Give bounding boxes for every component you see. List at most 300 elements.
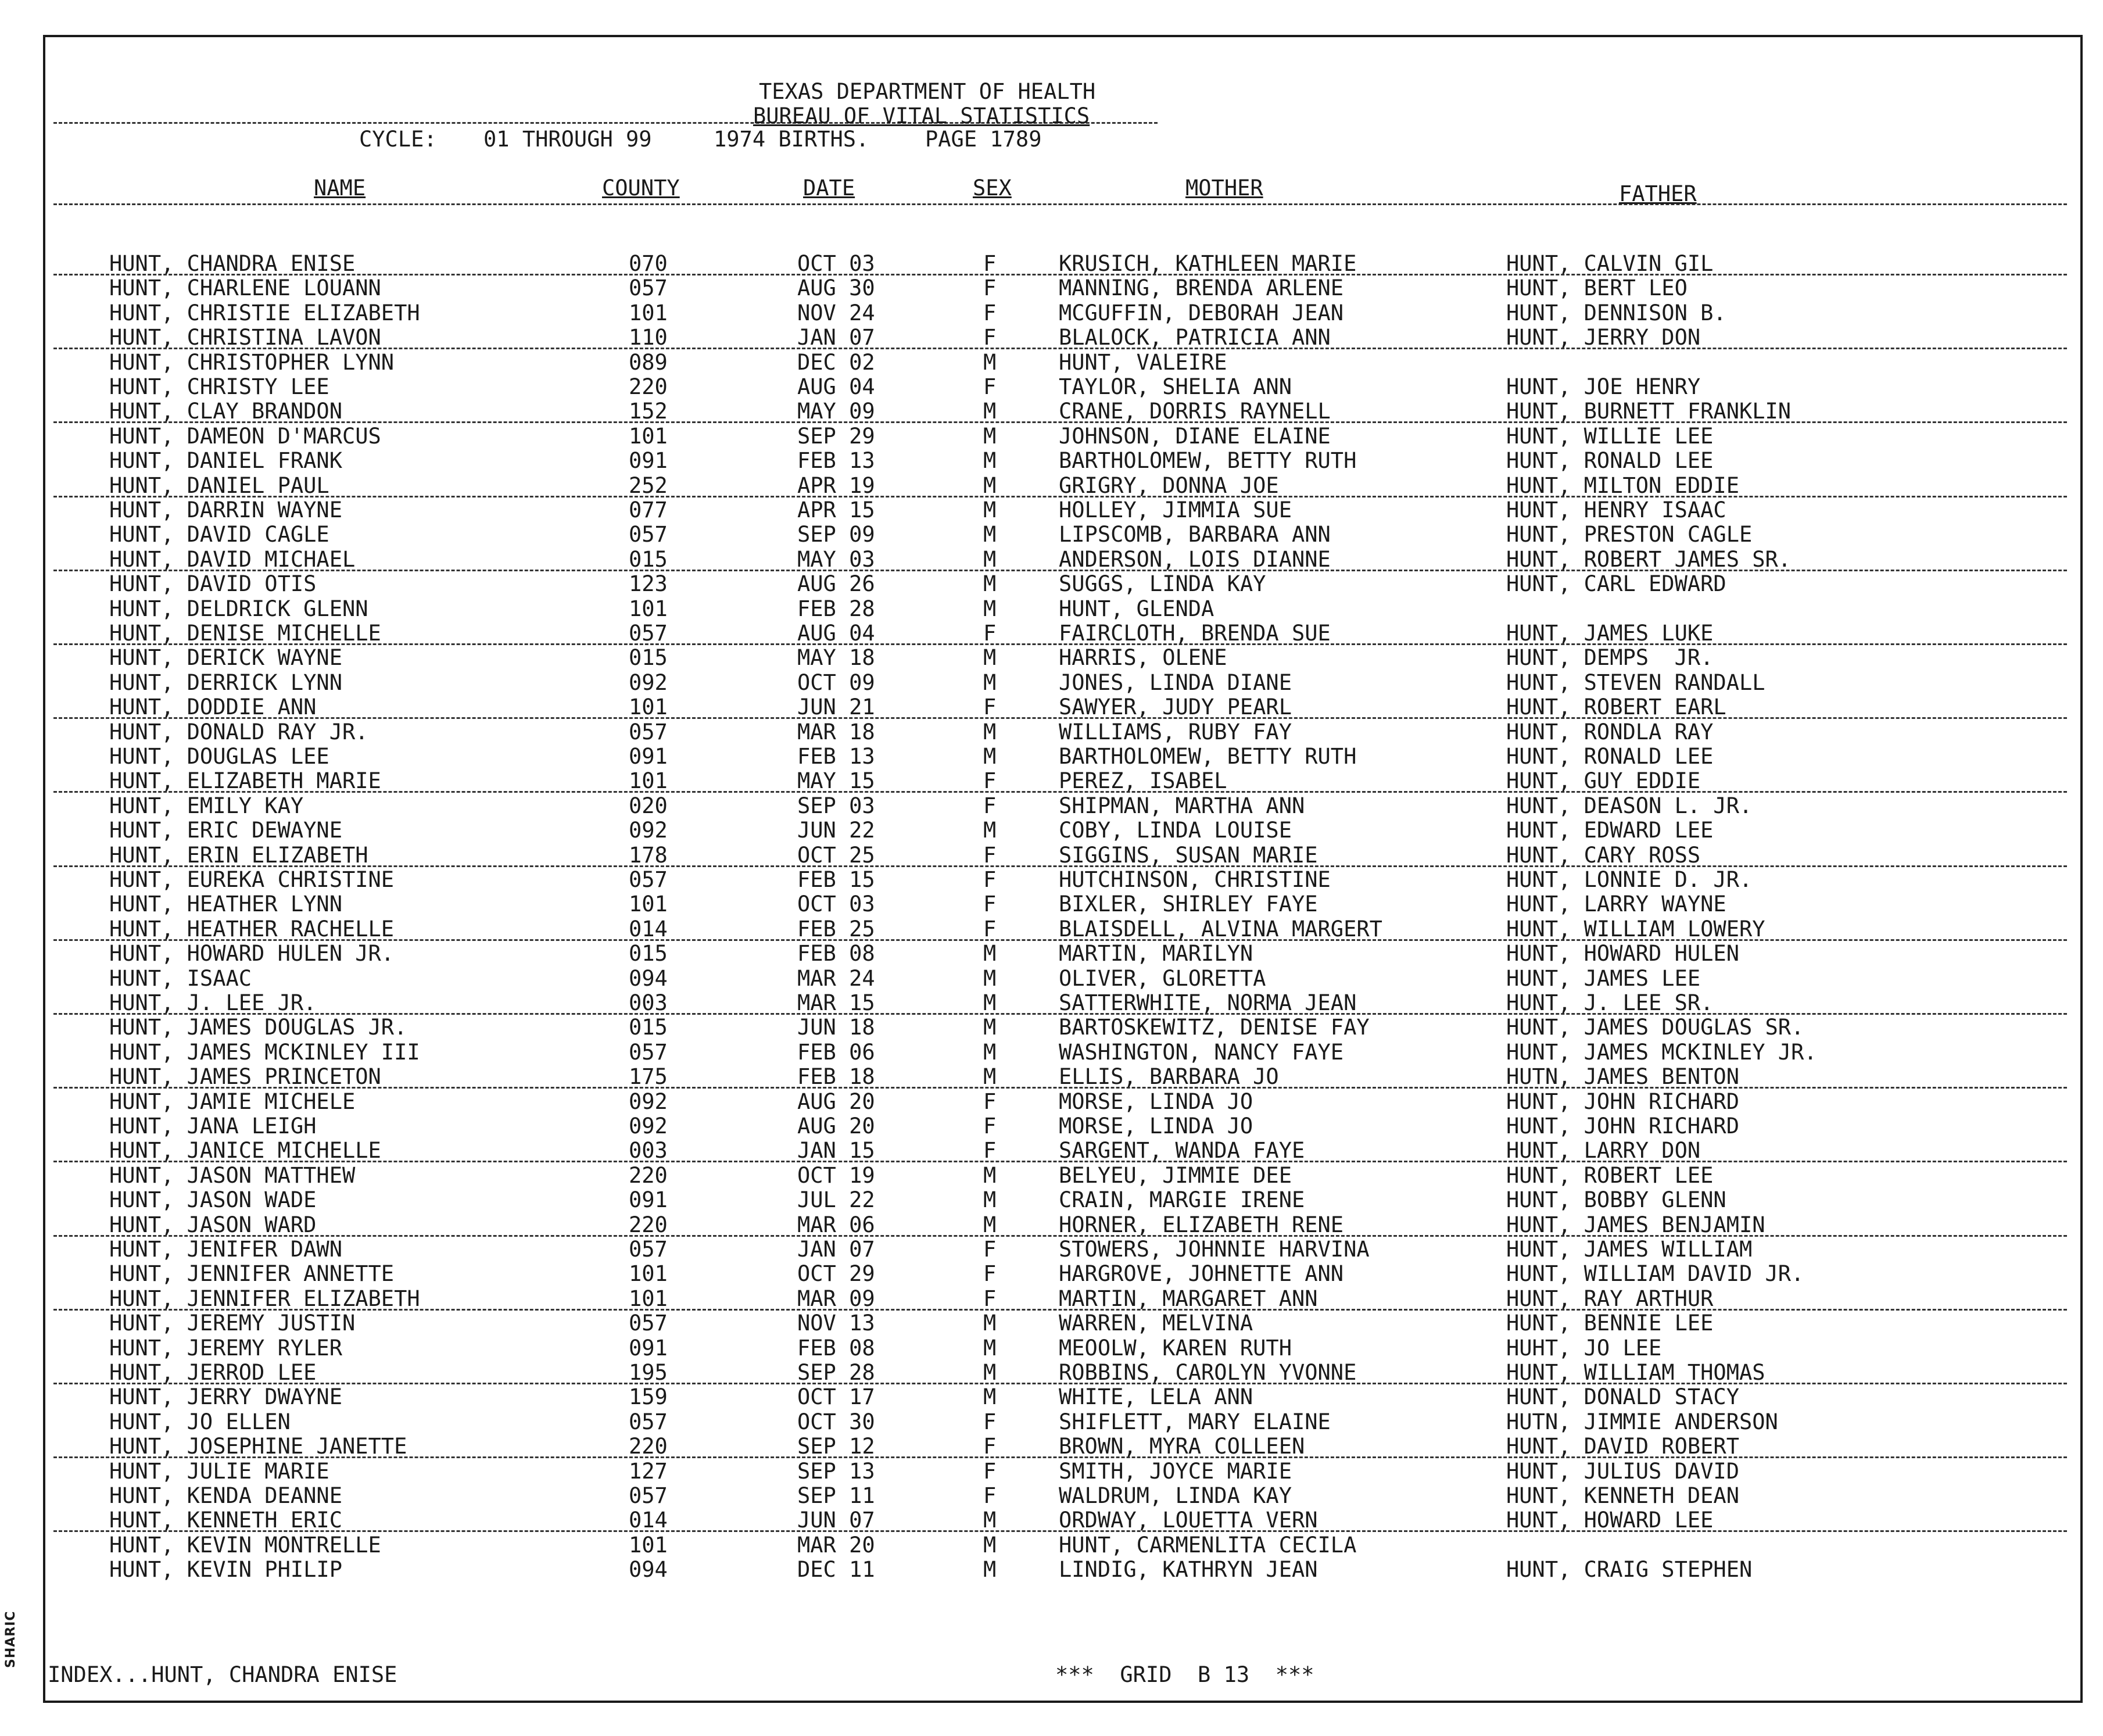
cell-county: 252: [629, 473, 668, 498]
cell-sex: M: [983, 1508, 997, 1533]
table-row: [0, 843, 2103, 868]
cell-county: 092: [629, 1114, 668, 1139]
cell-name: HUNT, DELDRICK GLENN: [109, 596, 368, 621]
cell-name: HUNT, KEVIN MONTRELLE: [109, 1533, 381, 1558]
cell-sex: F: [983, 1409, 997, 1434]
cell-date: JUN 07: [797, 1508, 875, 1533]
cell-date: MAR 09: [797, 1286, 875, 1311]
column-header-name: NAME: [314, 176, 366, 201]
cell-mother: MARTIN, MARILYN: [1059, 941, 1253, 966]
cell-date: DEC 02: [797, 350, 875, 375]
cell-name: HUNT, HEATHER LYNN: [109, 892, 342, 917]
cell-date: JUN 21: [797, 695, 875, 720]
cell-county: 089: [629, 350, 668, 375]
table-row: [0, 1262, 2103, 1286]
table-row: [0, 621, 2103, 646]
cell-county: 057: [629, 1409, 668, 1434]
year-births: 1974 BIRTHS.: [714, 127, 869, 152]
cell-name: HUNT, CHRISTY LEE: [109, 374, 329, 399]
cell-sex: M: [983, 350, 997, 375]
cell-sex: F: [983, 275, 997, 300]
table-row: [0, 1114, 2103, 1139]
table-row: [0, 449, 2103, 473]
cell-father: HUNT, RONALD LEE: [1506, 744, 1714, 769]
cell-date: OCT 03: [797, 251, 875, 276]
cell-sex: M: [983, 1360, 997, 1385]
cell-father: HUNT, J. LEE SR.: [1506, 990, 1714, 1015]
table-row: [0, 1508, 2103, 1533]
cell-sex: M: [983, 399, 997, 424]
cell-sex: M: [983, 473, 997, 498]
cell-name: HUNT, HEATHER RACHELLE: [109, 917, 395, 942]
cell-name: HUNT, JEREMY JUSTIN: [109, 1311, 356, 1336]
cell-mother: SMITH, JOYCE MARIE: [1059, 1459, 1292, 1484]
cell-date: AUG 26: [797, 571, 875, 596]
cell-name: HUNT, JAMES PRINCETON: [109, 1064, 381, 1089]
cell-sex: F: [983, 1459, 997, 1484]
cell-name: HUNT, JENIFER DAWN: [109, 1237, 342, 1262]
cell-mother: HUNT, VALEIRE: [1059, 350, 1227, 375]
cell-sex: F: [983, 325, 997, 350]
cell-name: HUNT, JEREMY RYLER: [109, 1336, 342, 1361]
cell-date: SEP 11: [797, 1483, 875, 1508]
cell-father: HUNT, HOWARD LEE: [1506, 1508, 1714, 1533]
cell-father: HUNT, PRESTON CAGLE: [1506, 522, 1753, 547]
department-title: TEXAS DEPARTMENT OF HEALTH: [759, 79, 1096, 104]
cell-county: 101: [629, 596, 668, 621]
cell-name: HUNT, EMILY KAY: [109, 793, 304, 818]
cell-father: HUNT, JAMES LEE: [1506, 966, 1701, 991]
cell-father: HUTN, JAMES BENTON: [1506, 1064, 1739, 1089]
table-row: [0, 967, 2103, 991]
cell-mother: JONES, LINDA DIANE: [1059, 670, 1292, 695]
cell-father: HUNT, BURNETT FRANKLIN: [1506, 399, 1792, 424]
cell-mother: COBY, LINDA LOUISE: [1059, 818, 1292, 843]
table-row: [0, 276, 2103, 300]
cell-date: AUG 04: [797, 374, 875, 399]
table-row: [0, 1188, 2103, 1212]
bureau-title: BUREAU OF VITAL STATISTICS: [753, 103, 1090, 128]
cell-sex: M: [983, 1163, 997, 1188]
cell-county: 110: [629, 325, 668, 350]
column-header-sex: SEX: [973, 176, 1012, 201]
cell-county: 015: [629, 645, 668, 670]
cell-sex: F: [983, 695, 997, 720]
cell-sex: F: [983, 1483, 997, 1508]
cell-county: 057: [629, 621, 668, 646]
cell-mother: WHITE, LELA ANN: [1059, 1384, 1253, 1409]
cell-date: AUG 04: [797, 621, 875, 646]
column-header-mother: MOTHER: [1185, 176, 1263, 201]
cell-mother: WARREN, MELVINA: [1059, 1311, 1253, 1336]
cell-date: SEP 12: [797, 1434, 875, 1459]
cell-date: MAR 18: [797, 720, 875, 744]
cell-mother: HARRIS, OLENE: [1059, 645, 1227, 670]
table-row: [0, 868, 2103, 892]
cell-name: HUNT, JASON MATTHEW: [109, 1163, 356, 1188]
cell-mother: BLALOCK, PATRICIA ANN: [1059, 325, 1331, 350]
cell-mother: BROWN, MYRA COLLEEN: [1059, 1434, 1305, 1459]
cell-mother: ANDERSON, LOIS DIANNE: [1059, 547, 1331, 572]
cell-name: HUNT, JANICE MICHELLE: [109, 1138, 381, 1163]
table-row: [0, 474, 2103, 498]
cell-mother: SAWYER, JUDY PEARL: [1059, 695, 1292, 720]
cell-father: HUNT, HOWARD HULEN: [1506, 941, 1739, 966]
cell-county: 057: [629, 522, 668, 547]
table-row: [0, 1336, 2103, 1361]
cell-father: HUNT, CRAIG STEPHEN: [1506, 1557, 1753, 1582]
cell-name: HUNT, DOUGLAS LEE: [109, 744, 329, 769]
cell-sex: M: [983, 818, 997, 843]
cell-father: HUNT, ROBERT EARL: [1506, 695, 1726, 720]
cell-name: HUNT, JENNIFER ELIZABETH: [109, 1286, 420, 1311]
cell-sex: F: [983, 793, 997, 818]
cell-name: HUNT, ERIC DEWAYNE: [109, 818, 342, 843]
cell-sex: M: [983, 448, 997, 473]
cell-county: 101: [629, 424, 668, 449]
cell-name: HUNT, JO ELLEN: [109, 1409, 291, 1434]
cell-mother: BELYEU, JIMMIE DEE: [1059, 1163, 1292, 1188]
table-row: [0, 1533, 2103, 1558]
cell-county: 092: [629, 818, 668, 843]
cell-mother: BARTOSKEWITZ, DENISE FAY: [1059, 1015, 1370, 1040]
cell-name: HUNT, DARRIN WAYNE: [109, 497, 342, 522]
cell-mother: KRUSICH, KATHLEEN MARIE: [1059, 251, 1357, 276]
table-row: [0, 375, 2103, 399]
cell-date: MAY 15: [797, 768, 875, 793]
cell-father: HUNT, WILLIAM LOWERY: [1506, 917, 1765, 942]
table-row: [0, 1213, 2103, 1237]
cell-county: 015: [629, 1015, 668, 1040]
cell-father: HUNT, CARY ROSS: [1506, 843, 1701, 868]
cell-father: HUNT, CALVIN GIL: [1506, 251, 1714, 276]
column-header-county: COUNTY: [602, 176, 680, 201]
cell-father: HUNT, LARRY WAYNE: [1506, 892, 1726, 917]
cell-father: HUNT, ROBERT JAMES SR.: [1506, 547, 1792, 572]
cell-father: HUNT, DEASON L. JR.: [1506, 793, 1753, 818]
cell-date: AUG 20: [797, 1089, 875, 1114]
cell-father: HUNT, EDWARD LEE: [1506, 818, 1714, 843]
cell-county: 077: [629, 497, 668, 522]
cell-mother: MORSE, LINDA JO: [1059, 1114, 1253, 1139]
cell-father: HUNT, MILTON EDDIE: [1506, 473, 1739, 498]
cell-father: HUNT, LONNIE D. JR.: [1506, 867, 1753, 892]
cell-county: 092: [629, 1089, 668, 1114]
cell-mother: OLIVER, GLORETTA: [1059, 966, 1266, 991]
cell-name: HUNT, HOWARD HULEN JR.: [109, 941, 395, 966]
cell-date: SEP 28: [797, 1360, 875, 1385]
table-row: [0, 818, 2103, 843]
table-row: [0, 301, 2103, 325]
cell-sex: M: [983, 1015, 997, 1040]
cell-mother: HUTCHINSON, CHRISTINE: [1059, 867, 1331, 892]
table-row: [0, 522, 2103, 547]
table-row: [0, 424, 2103, 449]
cell-father: HUNT, WILLIAM DAVID JR.: [1506, 1261, 1804, 1286]
cell-mother: BIXLER, SHIRLEY FAYE: [1059, 892, 1318, 917]
cell-date: JUN 18: [797, 1015, 875, 1040]
cell-mother: PEREZ, ISABEL: [1059, 768, 1227, 793]
cell-mother: HUNT, CARMENLITA CECILA: [1059, 1533, 1357, 1558]
cell-father: HUNT, DAVID ROBERT: [1506, 1434, 1739, 1459]
cell-county: 094: [629, 1557, 668, 1582]
cell-mother: CRANE, DORRIS RAYNELL: [1059, 399, 1331, 424]
table-row: [0, 917, 2103, 942]
cell-name: HUNT, DODDIE ANN: [109, 695, 317, 720]
cell-sex: F: [983, 1434, 997, 1459]
cycle-range: 01 THROUGH 99: [483, 127, 652, 152]
cell-name: HUNT, JERROD LEE: [109, 1360, 317, 1385]
cell-sex: F: [983, 917, 997, 942]
cell-sex: F: [983, 892, 997, 917]
cell-date: FEB 25: [797, 917, 875, 942]
grid-footer: *** GRID B 13 ***: [1055, 1662, 1314, 1687]
cell-county: 057: [629, 1237, 668, 1262]
cell-date: MAY 03: [797, 547, 875, 572]
cell-name: HUNT, CLAY BRANDON: [109, 399, 342, 424]
cell-sex: M: [983, 990, 997, 1015]
cell-date: APR 15: [797, 497, 875, 522]
cell-county: 057: [629, 1311, 668, 1336]
cell-county: 220: [629, 1163, 668, 1188]
table-row: [0, 325, 2103, 350]
cell-father: HUNT, DEMPS JR.: [1506, 645, 1714, 670]
cell-sex: M: [983, 670, 997, 695]
cell-mother: ORDWAY, LOUETTA VERN: [1059, 1508, 1318, 1533]
table-row: [0, 646, 2103, 670]
cell-mother: JOHNSON, DIANE ELAINE: [1059, 424, 1331, 449]
cell-county: 020: [629, 793, 668, 818]
cell-date: SEP 29: [797, 424, 875, 449]
cell-sex: M: [983, 1384, 997, 1409]
table-row: [0, 942, 2103, 966]
cell-name: HUNT, DANIEL PAUL: [109, 473, 329, 498]
cell-name: HUNT, JASON WADE: [109, 1187, 317, 1212]
cell-sex: M: [983, 1064, 997, 1089]
cell-father: HUNT, RAY ARTHUR: [1506, 1286, 1714, 1311]
cell-mother: TAYLOR, SHELIA ANN: [1059, 374, 1292, 399]
cell-date: SEP 13: [797, 1459, 875, 1484]
cell-mother: ROBBINS, CAROLYN YVONNE: [1059, 1360, 1357, 1385]
cell-father: HUNT, KENNETH DEAN: [1506, 1483, 1739, 1508]
cell-county: 091: [629, 1336, 668, 1361]
cell-sex: F: [983, 1237, 997, 1262]
cell-father: HUNT, RONALD LEE: [1506, 448, 1714, 473]
cell-county: 094: [629, 966, 668, 991]
cell-sex: F: [983, 300, 997, 325]
cell-father: HUNT, BOBBY GLENN: [1506, 1187, 1726, 1212]
cell-sex: F: [983, 251, 997, 276]
cell-sex: M: [983, 571, 997, 596]
cell-father: HUNT, JAMES MCKINLEY JR.: [1506, 1040, 1817, 1065]
cell-date: MAR 06: [797, 1212, 875, 1237]
cell-mother: MCGUFFIN, DEBORAH JEAN: [1059, 300, 1344, 325]
cell-mother: MARTIN, MARGARET ANN: [1059, 1286, 1318, 1311]
cell-mother: BARTHOLOMEW, BETTY RUTH: [1059, 448, 1357, 473]
cell-name: HUNT, DAMEON D'MARCUS: [109, 424, 381, 449]
cell-name: HUNT, CHARLENE LOUANN: [109, 275, 381, 300]
cell-date: FEB 13: [797, 744, 875, 769]
table-row: [0, 1065, 2103, 1089]
cell-date: FEB 13: [797, 448, 875, 473]
cell-name: HUNT, JAMES DOUGLAS JR.: [109, 1015, 407, 1040]
cell-date: AUG 30: [797, 275, 875, 300]
cell-county: 195: [629, 1360, 668, 1385]
cell-county: 015: [629, 941, 668, 966]
table-row: [0, 769, 2103, 793]
cell-county: 015: [629, 547, 668, 572]
cell-mother: SHIFLETT, MARY ELAINE: [1059, 1409, 1331, 1434]
cell-date: NOV 13: [797, 1311, 875, 1336]
table-row: [0, 1361, 2103, 1385]
cell-county: 091: [629, 448, 668, 473]
table-row: [0, 252, 2103, 276]
cell-name: HUNT, DAVID OTIS: [109, 571, 317, 596]
table-row: [0, 1558, 2103, 1582]
cell-date: OCT 03: [797, 892, 875, 917]
cell-county: 127: [629, 1459, 668, 1484]
cell-date: FEB 06: [797, 1040, 875, 1065]
cell-father: HUNT, LARRY DON: [1506, 1138, 1701, 1163]
cell-mother: SATTERWHITE, NORMA JEAN: [1059, 990, 1357, 1015]
cell-date: FEB 18: [797, 1064, 875, 1089]
cell-sex: M: [983, 720, 997, 744]
cell-sex: M: [983, 1040, 997, 1065]
cell-sex: F: [983, 843, 997, 868]
cell-sex: F: [983, 1138, 997, 1163]
table-row: [0, 695, 2103, 720]
cell-county: 091: [629, 1187, 668, 1212]
page-number: PAGE 1789: [925, 127, 1042, 152]
cell-name: HUNT, JERRY DWAYNE: [109, 1384, 342, 1409]
cell-mother: LINDIG, KATHRYN JEAN: [1059, 1557, 1318, 1582]
table-row: [0, 991, 2103, 1015]
table-row: [0, 1090, 2103, 1114]
cell-date: OCT 29: [797, 1261, 875, 1286]
cell-county: 092: [629, 670, 668, 695]
cell-county: 101: [629, 892, 668, 917]
cell-name: HUNT, JOSEPHINE JANETTE: [109, 1434, 407, 1459]
cell-father: HUNT, JERRY DON: [1506, 325, 1701, 350]
cell-date: FEB 08: [797, 941, 875, 966]
table-row: [0, 572, 2103, 596]
cell-county: 057: [629, 867, 668, 892]
cell-father: HUNT, JAMES LUKE: [1506, 621, 1714, 646]
cell-sex: F: [983, 374, 997, 399]
table-row: [0, 597, 2103, 621]
cell-mother: CRAIN, MARGIE IRENE: [1059, 1187, 1305, 1212]
table-row: [0, 498, 2103, 522]
cell-mother: STOWERS, JOHNNIE HARVINA: [1059, 1237, 1370, 1262]
cell-father: HUHT, JO LEE: [1506, 1336, 1662, 1361]
table-row: [0, 1484, 2103, 1508]
cell-county: 178: [629, 843, 668, 868]
cell-county: 101: [629, 1533, 668, 1558]
cell-sex: M: [983, 941, 997, 966]
cell-name: HUNT, KENDA DEANNE: [109, 1483, 342, 1508]
table-row: [0, 399, 2103, 424]
table-row: [0, 1459, 2103, 1484]
cell-county: 101: [629, 300, 668, 325]
cell-sex: F: [983, 768, 997, 793]
cell-date: APR 19: [797, 473, 875, 498]
cell-name: HUNT, ELIZABETH MARIE: [109, 768, 381, 793]
cell-name: HUNT, DENISE MICHELLE: [109, 621, 381, 646]
cell-name: HUNT, JAMES MCKINLEY III: [109, 1040, 420, 1065]
cell-sex: M: [983, 1187, 997, 1212]
table-row: [0, 1287, 2103, 1311]
cell-date: SEP 03: [797, 793, 875, 818]
table-row: [0, 547, 2103, 572]
cell-name: HUNT, CHANDRA ENISE: [109, 251, 356, 276]
cell-sex: F: [983, 1114, 997, 1139]
cell-county: 014: [629, 917, 668, 942]
cycle-label: CYCLE:: [359, 127, 437, 152]
cell-mother: HOLLEY, JIMMIA SUE: [1059, 497, 1292, 522]
cell-date: FEB 15: [797, 867, 875, 892]
cell-county: 159: [629, 1384, 668, 1409]
table-row: [0, 1015, 2103, 1040]
cell-father: HUTN, JIMMIE ANDERSON: [1506, 1409, 1778, 1434]
cell-father: HUNT, STEVEN RANDALL: [1506, 670, 1765, 695]
cell-name: HUNT, JAMIE MICHELE: [109, 1089, 356, 1114]
cell-mother: LIPSCOMB, BARBARA ANN: [1059, 522, 1331, 547]
cell-mother: MORSE, LINDA JO: [1059, 1089, 1253, 1114]
cell-name: HUNT, DERICK WAYNE: [109, 645, 342, 670]
cell-father: HUNT, GUY EDDIE: [1506, 768, 1701, 793]
cell-name: HUNT, DANIEL FRANK: [109, 448, 342, 473]
cell-father: HUNT, JOE HENRY: [1506, 374, 1701, 399]
cell-date: JAN 07: [797, 325, 875, 350]
cell-sex: F: [983, 1261, 997, 1286]
cell-mother: FAIRCLOTH, BRENDA SUE: [1059, 621, 1331, 646]
cell-county: 091: [629, 744, 668, 769]
cell-date: MAR 20: [797, 1533, 875, 1558]
cell-sex: F: [983, 1089, 997, 1114]
cell-mother: MEOOLW, KAREN RUTH: [1059, 1336, 1292, 1361]
cell-father: HUNT, WILLIE LEE: [1506, 424, 1714, 449]
cell-date: AUG 20: [797, 1114, 875, 1139]
cell-mother: GRIGRY, DONNA JOE: [1059, 473, 1279, 498]
cell-date: JAN 07: [797, 1237, 875, 1262]
cell-county: 070: [629, 251, 668, 276]
cell-mother: HORNER, ELIZABETH RENE: [1059, 1212, 1344, 1237]
cell-mother: BLAISDELL, ALVINA MARGERT: [1059, 917, 1382, 942]
cell-mother: ELLIS, BARBARA JO: [1059, 1064, 1279, 1089]
cell-name: HUNT, KENNETH ERIC: [109, 1508, 342, 1533]
cell-date: JAN 15: [797, 1138, 875, 1163]
cell-mother: SARGENT, WANDA FAYE: [1059, 1138, 1305, 1163]
cell-father: HUNT, JAMES WILLIAM: [1506, 1237, 1753, 1262]
cell-county: 175: [629, 1064, 668, 1089]
cell-name: HUNT, DAVID MICHAEL: [109, 547, 356, 572]
cell-sex: M: [983, 966, 997, 991]
cell-county: 003: [629, 990, 668, 1015]
cell-name: HUNT, EUREKA CHRISTINE: [109, 867, 395, 892]
cell-mother: MANNING, BRENDA ARLENE: [1059, 275, 1344, 300]
cell-mother: WILLIAMS, RUBY FAY: [1059, 720, 1292, 744]
cell-mother: HUNT, GLENDA: [1059, 596, 1214, 621]
cell-date: JUL 22: [797, 1187, 875, 1212]
cell-name: HUNT, CHRISTIE ELIZABETH: [109, 300, 420, 325]
table-row: [0, 1311, 2103, 1336]
cell-father: HUNT, BENNIE LEE: [1506, 1311, 1714, 1336]
table-row: [0, 1164, 2103, 1188]
cell-date: OCT 25: [797, 843, 875, 868]
cell-name: HUNT, DAVID CAGLE: [109, 522, 329, 547]
cell-father: HUNT, JAMES BENJAMIN: [1506, 1212, 1765, 1237]
column-header-date: DATE: [803, 176, 855, 201]
